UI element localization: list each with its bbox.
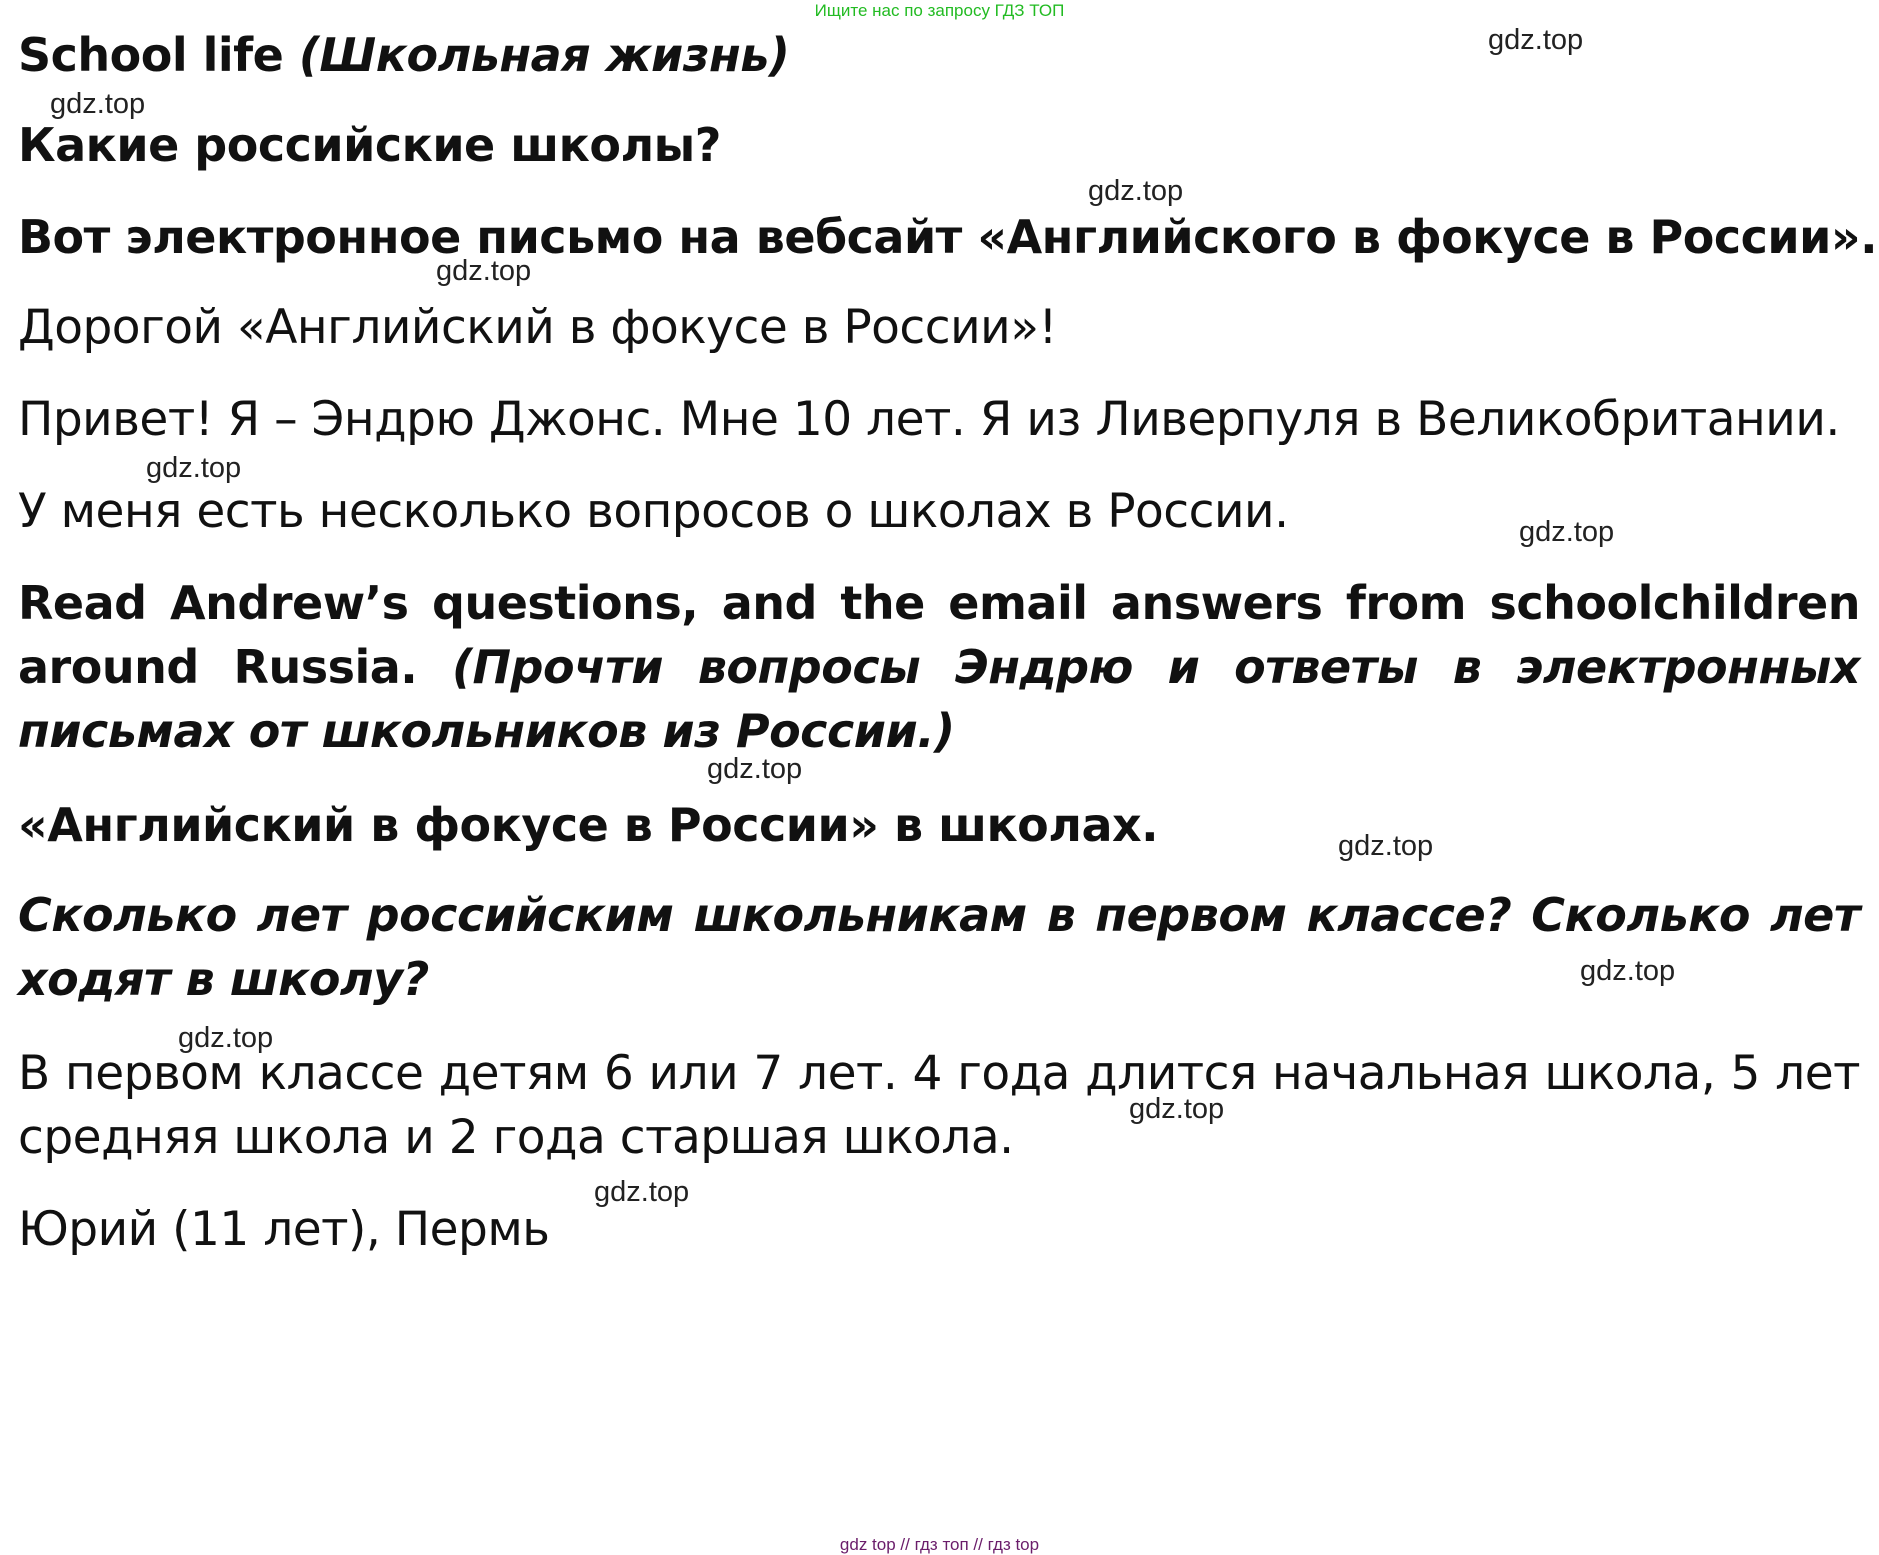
task-line-1: Read Andrew’s questions, and the email answers from schoolchildren	[18, 576, 1860, 630]
task-english-end: around Russia.	[18, 640, 453, 694]
watermark: gdz.top	[1580, 955, 1676, 987]
watermark: gdz.top	[1088, 175, 1184, 207]
letter-line-2: У меня есть несколько вопросов о школах в России.	[18, 484, 1289, 539]
watermark: gdz.top	[1129, 1093, 1225, 1125]
letter-greeting: Дорогой «Английский в фокусе в России»!	[18, 300, 1057, 355]
task-line-2	[18, 640, 1860, 694]
watermark: gdz.top	[146, 452, 242, 484]
answer-line-2: средняя школа и 2 года старшая школа.	[18, 1110, 1014, 1165]
task-russian-start: (Прочти вопросы Эндрю и ответы в электронных	[452, 640, 1860, 694]
watermark: gdz.top	[1338, 830, 1434, 862]
watermark: gdz.top	[707, 753, 803, 785]
question-line-1: Сколько лет российским школьникам в первом классе? Сколько лет	[18, 888, 1860, 942]
page-title	[18, 28, 789, 82]
title-english: School life	[18, 28, 299, 82]
watermark: gdz.top	[1488, 24, 1584, 56]
watermark: gdz.top	[178, 1022, 274, 1054]
task-line-3: письмах от школьников из России.)	[18, 704, 955, 758]
watermark: gdz.top	[436, 255, 532, 287]
answer-line-1: В первом классе детям 6 или 7 лет. 4 года длится начальная школа, 5 лет	[18, 1046, 1860, 1101]
heading-email: Вот электронное письмо на вебсайт «Английского в фокусе в России».	[18, 210, 1878, 264]
watermark: gdz.top	[1519, 516, 1615, 548]
heading-question: Какие российские школы?	[18, 118, 721, 172]
watermark: gdz.top	[594, 1176, 690, 1208]
watermark: gdz.top	[50, 88, 146, 120]
question-line-2: ходят в школу?	[18, 952, 429, 1006]
title-russian: (Школьная жизнь)	[298, 28, 790, 82]
search-banner: Ищите нас по запросу ГДЗ ТОП	[814, 1, 1065, 20]
letter-line-1: Привет! Я – Эндрю Джонс. Мне 10 лет. Я из Ливерпуля в Великобритании.	[18, 392, 1840, 447]
footer-links: gdz top // гдз топ // гдз top	[839, 1535, 1040, 1554]
signature: Юрий (11 лет), Пермь	[18, 1202, 550, 1257]
section-heading: «Английский в фокусе в России» в школах.	[18, 798, 1159, 852]
